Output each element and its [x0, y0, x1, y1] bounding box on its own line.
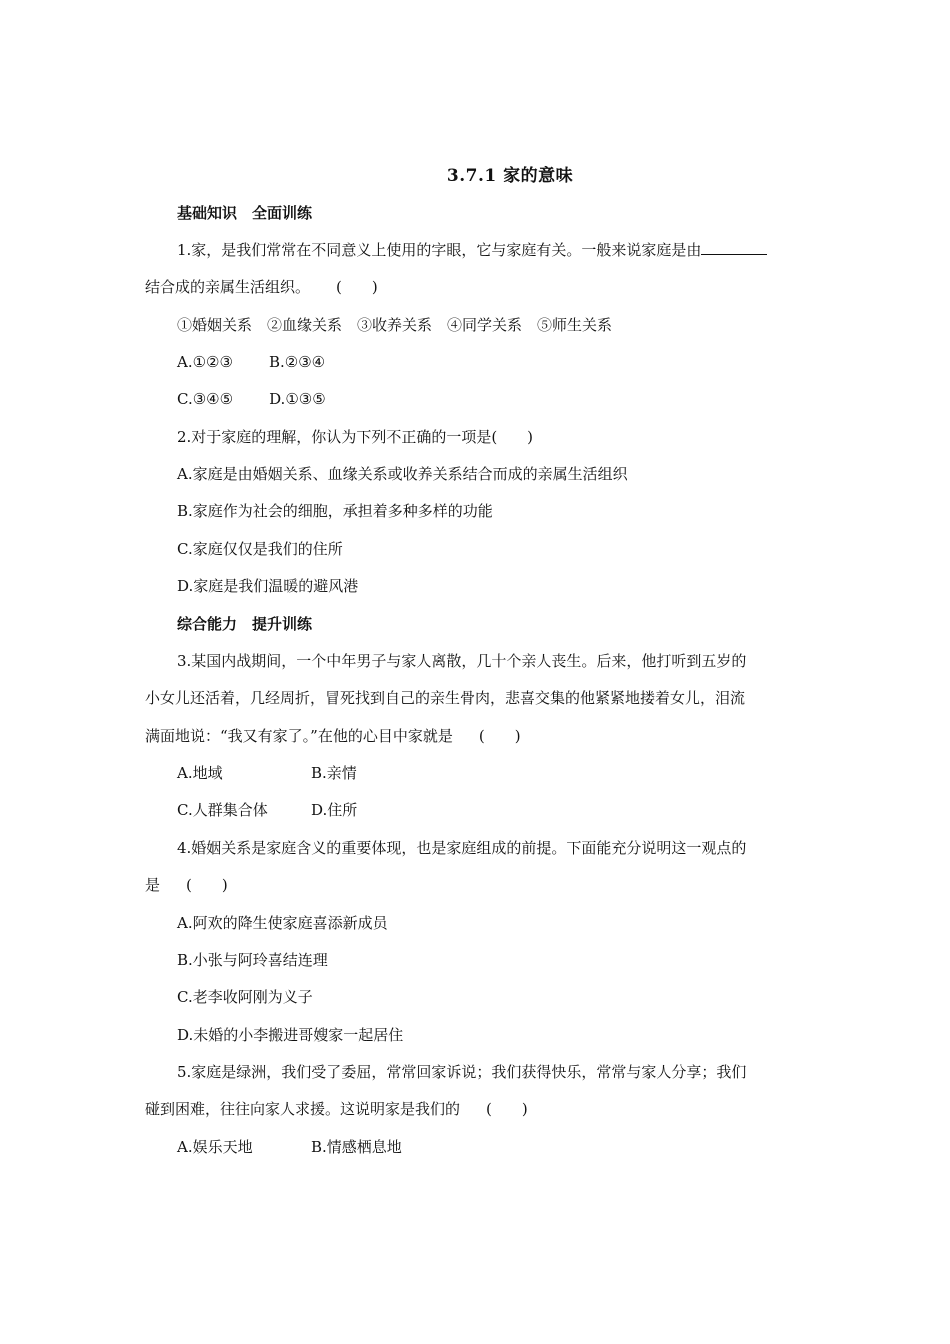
question-2-option-d: D.家庭是我们温暖的避风港 [177, 577, 359, 595]
answer-blank [701, 240, 767, 255]
question-5-line2 [145, 1099, 528, 1119]
question-2-option-a: A.家庭是由婚姻关系、血缘关系或收养关系结合而成的亲属生活组织 [177, 465, 628, 483]
answer-parenthesis: ( ) [478, 727, 521, 745]
answer-parenthesis: ( ) [336, 278, 378, 296]
option-d: D.住所 [311, 801, 358, 819]
question-1-options-row2 [177, 389, 326, 409]
option-c: C.人群集合体 [177, 801, 268, 819]
option-c: C.③④⑤ [177, 390, 234, 408]
option-a: A.①②③ [177, 353, 233, 371]
question-5-line1: 5.家庭是绿洲，我们受了委屈，常常回家诉说；我们获得快乐，常常与家人分享；我们 [177, 1063, 747, 1081]
question-1-items: ①婚姻关系 ②血缘关系 ③收养关系 ④同学关系 ⑤师生关系 [177, 316, 613, 334]
question-1-line2: 结合成的亲属生活组织。 [145, 278, 311, 296]
option-b: B.②③④ [268, 353, 326, 371]
answer-parenthesis: ( ) [186, 876, 228, 894]
question-3-line1: 3.某国内战期间，一个中年男子与家人离散，几十个亲人丧生。后来，他打听到五岁的 [177, 652, 747, 670]
question-3-line3 [145, 726, 521, 746]
section-heading-basic: 基础知识 全面训练 [177, 204, 313, 222]
question-4-option-a: A.阿欢的降生使家庭喜添新成员 [177, 914, 388, 932]
question-4-line1: 4.婚姻关系是家庭含义的重要体现，也是家庭组成的前提。下面能充分说明这一观点的 [177, 839, 747, 857]
option-a: A.地域 [177, 764, 223, 782]
question-5-options-row1 [177, 1137, 402, 1157]
question-1-stem-cont [145, 277, 378, 297]
section-heading-advanced: 综合能力 提升训练 [177, 615, 313, 633]
question-2-stem: 2.对于家庭的理解，你认为下列不正确的一项是( ) [177, 428, 534, 446]
page-title-text: 3.7.1 家的意味 [446, 166, 574, 186]
question-4-line2 [145, 875, 228, 895]
question-5-line2-text: 碰到困难，往往向家人求援。这说明家是我们的 [145, 1100, 461, 1118]
question-1-options-row1 [177, 352, 325, 372]
question-3-line3-text: 满面地说：“我又有家了。”在他的心目中家就是 [145, 727, 453, 745]
question-1-line1: 1.家，是我们常常在不同意义上使用的字眼，它与家庭有关。一般来说家庭是由 [177, 241, 702, 259]
page-title [0, 161, 950, 186]
option-b: B.亲情 [311, 764, 357, 782]
question-4-line2-text: 是 [145, 876, 161, 894]
question-1-stem [177, 240, 767, 260]
question-3-options-row1 [177, 763, 357, 783]
option-a: A.娱乐天地 [177, 1138, 253, 1156]
option-b: B.情感栖息地 [311, 1138, 402, 1156]
question-3-line2: 小女儿还活着，几经周折，冒死找到自己的亲生骨肉，悲喜交集的他紧紧地搂着女儿，泪流 [145, 689, 746, 707]
question-2-option-c: C.家庭仅仅是我们的住所 [177, 540, 343, 558]
question-4-option-d: D.未婚的小李搬进哥嫂家一起居住 [177, 1026, 404, 1044]
question-3-options-row2 [177, 800, 357, 820]
question-4-option-b: B.小张与阿玲喜结连理 [177, 951, 328, 969]
answer-parenthesis: ( ) [486, 1100, 528, 1118]
option-d: D.①③⑤ [269, 390, 326, 408]
question-2-option-b: B.家庭作为社会的细胞，承担着多种多样的功能 [177, 502, 493, 520]
question-4-option-c: C.老李收阿刚为义子 [177, 988, 313, 1006]
